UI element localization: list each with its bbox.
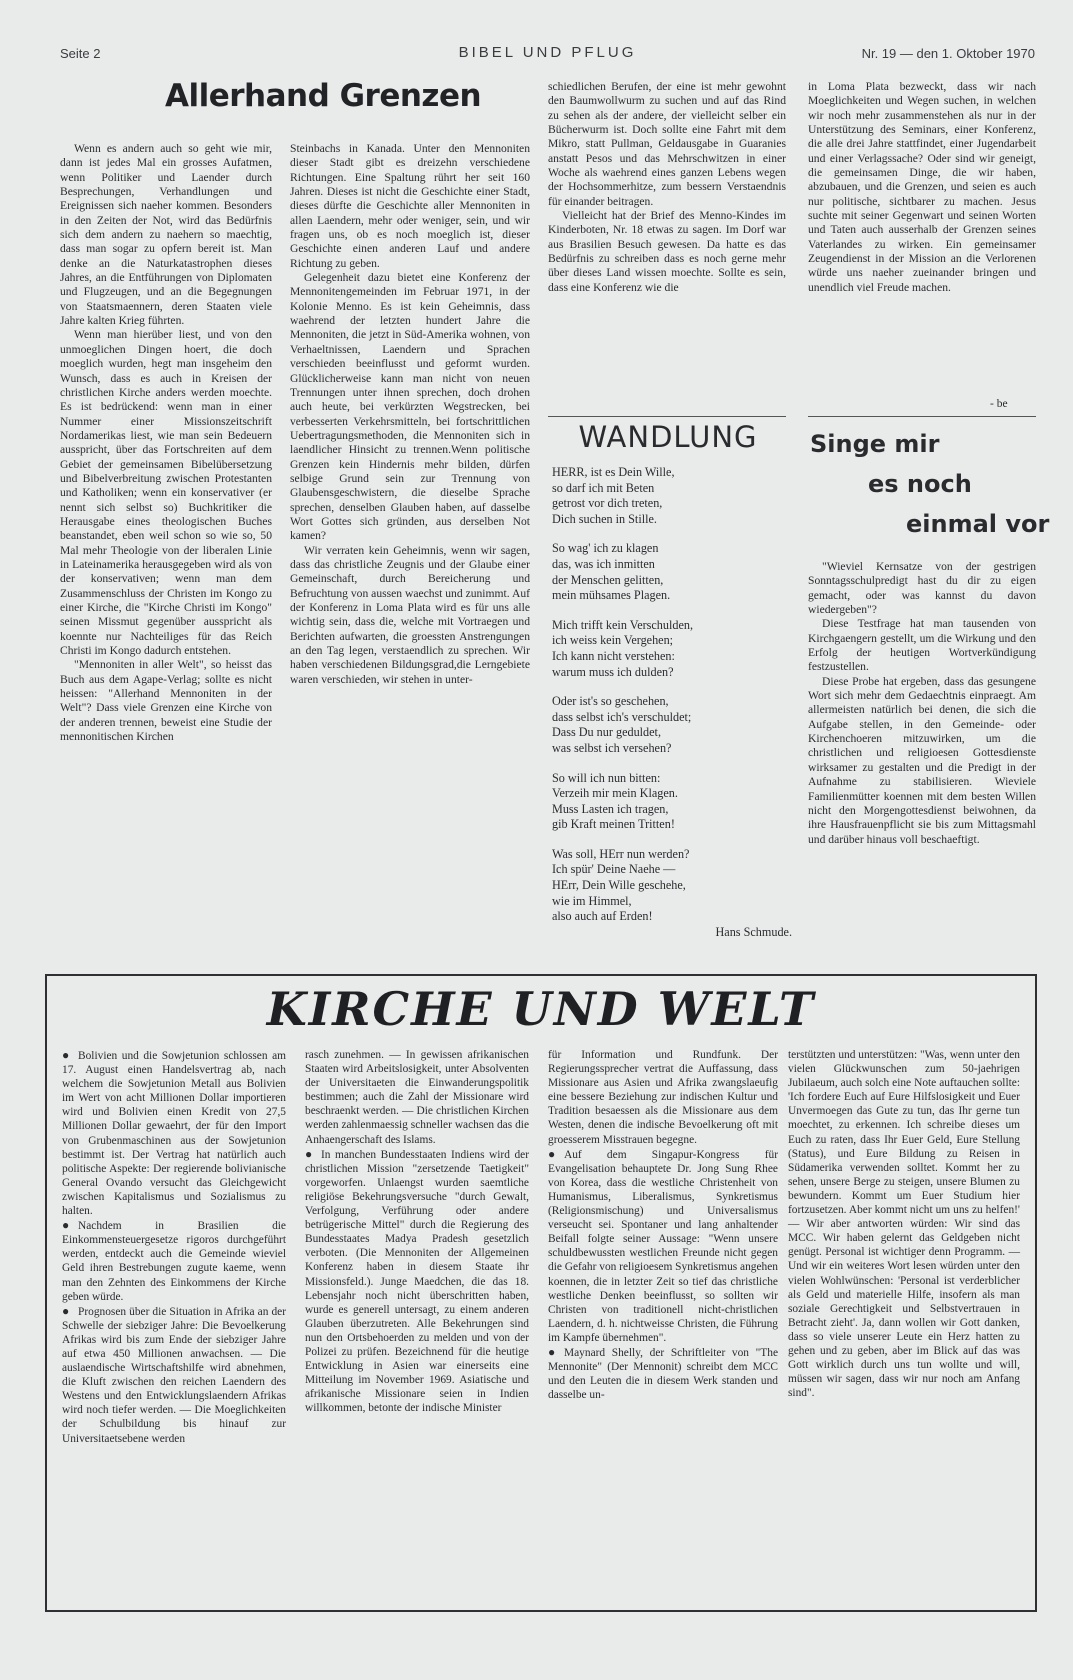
poem-line: Verzeih mir mein Klagen. — [552, 786, 678, 801]
poem-line: HErr, Dein Wille geschehe, — [552, 878, 686, 893]
poem-line: Dich suchen in Stille. — [552, 511, 657, 526]
news-item — [548, 1345, 778, 1402]
issue-date: Nr. 19 — den 1. Oktober 1970 — [861, 46, 1035, 61]
news-text: terstützten und unterstützen: "Was, wenn unter den vielen Glückwunschen zum 50-jaehrigen Jubilaeum, auch solch eine Note auftauchen sollte: 'Ich fordere Euch auf Eure Hilfslosigkeit und Euer Unvermoegen das Gute zu tun, das Ihr gerne tun moechtet, zu erkennen. Ich schreibe dieses um Euch zu raten, dass Ihr Euer Geld, Eure Stellung (Status), und Eure Bildung zu Reisen in Südamerika verwenden solltet. Kommt her zu sehen, unsere Berge zu steigen, unsere Blumen zu bewundern. Kommt um Euer Studium hier fortzusetzen. Aber kommt nicht um uns zu helfen!' — Wir aber antworten würden: Wir sind das MCC. Wir haben gelernt das Geldgeben nicht genügt. Personal ist wichtiger denn Programm. — Und wir ein weiteres Wort lesen würden unter den vielen Wohlwünschen: 'Personal ist verderblicher als Geld und materielle Hilfe, insofern als man soziale Gerechtigkeit und Selbstvertrauen in Betracht zieht'. Ja, dann wollen wir Gott danken, dass so viele unserer Leute ein Herz hatten zu gehen und zu geben, aber im Blick auf das was Gott wirklich durch uns tun wollte und will, müssen wir sagen, dass wir nur noch am Anfang sind". — [788, 1049, 1020, 1400]
news-item — [548, 1147, 778, 1345]
bullet-icon: ● — [548, 1344, 556, 1359]
bullet-icon: ● — [305, 1146, 313, 1161]
kuw-col3 — [548, 1048, 778, 1402]
news-item — [62, 1304, 286, 1446]
poem-line: HERR, ist es Dein Wille, — [552, 465, 675, 479]
poem-line: Was soll, HErr nun werden? — [552, 846, 690, 861]
divider — [808, 416, 1036, 417]
article-title-singe-line1: Singe mir — [810, 430, 940, 458]
paragraph: in Loma Plata bezweckt, dass wir nach Moeglichkeiten und Wegen suchen, in welchen wir noch mehr zusammenstehen als nur in der Unterstützung des Seminars, einer Konferenz, die alle drei Jahre stattfindet, einer Jugendarbeit und einer Verlagssache? Oder sind wir geneigt, die gemeinsamen Dinge, die wir haben, abzubauen, und die Grenzen, und seien es auch nur politische, sichtbarer zu machen. Jesus suchte mit seiner Gegenwart und seinen Worten und Taten auch ausserhalb der Grenzen seines Vaterlandes zu wirken. Ein gemeinsamer Zeugendienst in der Mission an die Verlorenen würde uns naeher zueinander bringen und unendlich viel Freude machen. — [808, 80, 1036, 294]
news-text: In manchen Bundesstaaten Indiens wird der christlichen Mission "zersetzende Taetigkeit" vorgeworfen. Unlaengst wurden saemtliche religiöse Bekehrungsversuche "durch Gewalt, Verfolgung, Verführung oder andere betrügerische Mittel" durch die Regierung des Bundesstaates Madya Pradesh gesetzlich verboten. (Die Mennoniten der Allgemeinen Konferenz haben in diesem Staate ihr Missionsfeld.). Junge Maedchen, die das 18. Lebensjahr noch nicht überschritten haben, wurde es generell untersagt, zu einem anderen Glauben überzutreten. Alle Bekehrungen sind nun den Ortsbehoerden zu melden und von der Polizei zu prüfen. Bezeichnend für die heutige Entwicklung in Asien war einerseits eine Mitteilung im November 1969. Asiatische und afrikanische Missionare seien in Indien willkommen, betonte der indische Minister — [305, 1148, 529, 1415]
news-text: Prognosen über die Situation in Afrika an der Schwelle der siebziger Jahre: Die Bevoelkerung Afrikas wird bis zum Ende der siebziger Jahre auf etwa 450 Millionen anwachsen. — Die auslaendische Wirtschaftshilfe wird abnehmen, die Kluft zwischen den reichen Laendern des Westens und den Entwicklungslaendern Afrikas wird noch tiefer werden. — Die Moeglichkeiten der Schulbildung bis hinauf zur Universitaetsebene werden — [62, 1305, 286, 1445]
poem-stanza — [552, 771, 792, 833]
poem-line: mein mühsames Plagen. — [552, 588, 671, 603]
article-title-singe-line3: einmal vor — [906, 510, 1050, 538]
news-text: Maynard Shelly, der Schriftleiter von "The Mennonite" (Der Mennonit) schreibt dem MCC und den Leuten die in diesem Werk standen und dasselbe un- — [548, 1346, 778, 1402]
poem-line: Dass Du nur geduldet, — [552, 725, 661, 740]
poem-line: Oder ist's so geschehen, — [552, 694, 669, 709]
kuw-col4 — [788, 1048, 1020, 1400]
paragraph: Wenn man hierüber liest, und von den unmoeglichen Dingen hoert, die doch moeglich wurden, hegt man insgeheim den Wunsch, dass es auch in Kreisen der christlichen Kirche anders werden moechte. Es ist bedrückend: wenn man in einer Nummer einer Missionszeitschrift Nordamerikas liest, wie man sein Bedeuern ausspricht, über das Fortschreiten auf dem Gebiet der gemeinsamen Bibelübersetzung und Bibelverbreitung zwischen Protestanten und Katholiken; wenn ein konservativer (er nennt sich selbst so) Buchkritiker die Herausgabe eines theologischen Buches beanstandet, eben weil schon so wie so, 50 Mal mehr Theologie von der liberalen Linie in Lateinamerika herausgegeben wird als von der konservativen; wenn man dem Zusammenschluss der Christen im Kongo zu einer Kirche, die "Kirche Christi im Kongo" seinen Missmut gegenüber ausspricht als koennte nur Nachteiliges für das Reich Christi im Kongo dadurch entstehen. — [60, 328, 272, 658]
poem-line: der Menschen gelitten, — [552, 572, 664, 587]
poem-line: also auch auf Erden! — [552, 909, 653, 924]
article-grenzen-col3 — [548, 80, 786, 295]
article-grenzen-col4 — [808, 80, 1036, 295]
poem-line: Muss Lasten ich tragen, — [552, 801, 669, 816]
poem-line: ich weiss kein Vergehen; — [552, 633, 674, 648]
poem-author: Hans Schmude. — [715, 924, 792, 939]
paragraph: Wir verraten kein Geheimnis, wenn wir sagen, dass das christliche Zeugnis und der Glaube einer Gemeinschaft, durch Bereicherung und Befruchtung von aussen waechst und zunimmt. Auf der Konferenz in Loma Plata wird es für uns alle wichtig sein, dass die, welche mit Vortraegen und Berichten aufwarten, die groessten Anstrengungen an den Tag legen, verstaendlich zu sprechen. Wir haben verschiedenen Bildungsgrad,die Lerngebiete waren verschieden, wir stehen in unter- — [290, 543, 530, 686]
news-item — [305, 1147, 529, 1416]
news-item — [62, 1048, 286, 1218]
paragraph: "Wieviel Kernsatze von der gestrigen Sonntagsschulpredigt hast du dir zu eigen gemacht, oder was kannst du davon wiedergeben"? — [808, 560, 1036, 617]
poem-body — [552, 465, 792, 940]
poem-stanza — [552, 694, 792, 756]
author-signature: - be — [990, 398, 1008, 410]
poem-line: wie im Himmel, — [552, 893, 632, 908]
poem-line: gib Kraft meinen Tritten! — [552, 817, 675, 832]
news-item — [548, 1048, 778, 1147]
paragraph: Vielleicht hat der Brief des Menno-Kindes im Kinderboten, Nr. 18 etwas zu sagen. Im Dorf war aus Brasilien Besuch gewesen. Da hatte es das Bedürfnis zu schreiben dass es noch gerne mehr über dieses Land wissen moechte. Sollte es sein, dass eine Konferenz wie die — [548, 209, 786, 294]
paragraph: Steinbachs in Kanada. Unter den Mennoniten dieser Stadt gibt es dreizehn verschiedene Richtungen. Eine Spaltung rührt her seit 160 Jahren. Dieses ist nicht die Geschichte einer Stadt, dieses dürfte die Geschichte aller Mennoniten in allen Laendern, mehr oder weniger, sein, und wir fragen uns, ob es noch moeglich ist, dieser Geschichte einen anderen Lauf und andere Richtung zu geben. — [290, 142, 530, 270]
section-title-kirche-und-welt: KIRCHE UND WELT — [266, 982, 816, 1036]
newspaper-name: BIBEL UND PFLUG — [458, 44, 637, 61]
paragraph: schiedlichen Berufen, der eine ist mehr gewohnt den Baumwollwurm zu suchen und auf das Rind zu sehen als der andere, der vielleicht selber ein Bücherwurm ist. Doch sollte eine Fahrt mit dem Mikro, statt Pullman, Geldausgabe in Guaranies anstatt Pesos und das Mehrschwitzen in einer Woche als waehrend eines ganzen Lebens wegen der Hochsommerhitze, zum bessern Verstaendnis für einander beitragen. — [548, 80, 786, 208]
poem-stanza — [552, 465, 792, 527]
article-singe-body — [808, 560, 1036, 847]
news-text: Nachdem in Brasilien die Einkommensteuergesetze rigoros durchgeführt werden, entdeckt auch die Gemeinde wieviel Geld ihren Bestrebungen zugute kaeme, wenn man den Zehnten des Einkommens der Kirche geben würde. — [62, 1220, 286, 1303]
paragraph: Diese Probe hat ergeben, dass das gesungene Wort sich mehr dem Gedaechtnis einpraegt. Am allermeisten natürlich bei denen, die sich die Aufgabe stellen, in den Gemeinde- oder Kirchenchoeren mitzuwirken, um die christlichen und religioesen Gottesdienste wirksamer zu gestalten und die Predigt in der Aufnahme zu stabilisieren. Wieviele Familienmütter koennen mit dem besten Willen nicht den Morgengottesdienst beiwohnen, da ihre Hausfrauenpflicht sie bis zum Mittagsmahl und darüber hinaus voll beschaeftigt. — [808, 674, 1036, 846]
bullet-icon: ● — [62, 1303, 70, 1318]
news-text: Bolivien und die Sowjetunion schlossen am 17. August einen Handelsvertrag ab, nach welchem die Sowjetunion Metall aus Bolivien im Wert von acht Millionen Dollar importieren wird und Bolivien einen Kredit von 27,5 Millionen Dollar gewaehrt, der für den Import von Grubenmaschinen aus der Sowjetunion bestimmt ist. Der Vertrag hat natürlich auch politische Aspekte: Der regierende bolivianische General Ovando versucht das Gleichgewicht zwischen Kapitalismus und Sozialismus zu halten. — [62, 1050, 286, 1218]
bullet-icon: ● — [62, 1048, 70, 1062]
page-header — [60, 44, 1035, 66]
poem-title: WANDLUNG — [578, 420, 758, 454]
article-grenzen-col1 — [60, 142, 272, 744]
poem-line: was selbst ich versehen? — [552, 740, 672, 755]
paragraph: Wenn es andern auch so geht wie mir, dann ist jedes Mal ein grosses Aufatmen, wenn Politiker und Laender durch Besprechungen, Verhandlungen und Ereignissen sich naeher kommen. Besonders in den Zeiten der Not, wird das Bedürfnis sich dem andern zu naehern so maechtig, dass man sogar zu opfern bereit ist. Man denke an die Naturkatastrophen dieses Jahres, an die Entführungen von Diplomaten und Flugzeugen, und an die Begegnungen von Staatsmaennern, deren Staaten viele Jahre kalten Krieg führten. — [60, 142, 272, 328]
poem-line: so darf ich mit Beten — [552, 480, 655, 495]
poem-line: warum muss ich dulden? — [552, 664, 674, 679]
kuw-col2 — [305, 1048, 529, 1415]
bullet-icon: ● — [548, 1146, 556, 1161]
poem-line: getrost vor dich treten, — [552, 496, 663, 511]
news-text: rasch zunehmen. — In gewissen afrikanischen Staaten wird Arbeitslosigkeit, unter Absolventen der Universitaeten die Einwanderungspolitik bestimmen; auch die Zahl der Missionare wird beschraenkt werden. — Die christlichen Kirchen werden zahlenmaessig schneller wachsen das die Anhaengerschaft des Islams. — [305, 1049, 529, 1146]
bullet-icon: ● — [62, 1218, 70, 1233]
kuw-col1 — [62, 1048, 286, 1446]
poem-line: Mich trifft kein Verschulden, — [552, 617, 694, 632]
divider — [548, 416, 786, 417]
poem-stanza — [552, 541, 792, 603]
poem-line: So will ich nun bitten: — [552, 770, 661, 785]
news-item — [305, 1048, 529, 1147]
news-item — [62, 1218, 286, 1304]
poem-line: Ich spür' Deine Naehe — — [552, 862, 676, 877]
article-title-grenzen: Allerhand Grenzen — [165, 78, 482, 114]
poem-stanza — [552, 618, 792, 680]
article-title-singe-line2: es noch — [868, 470, 972, 498]
news-item — [788, 1048, 1020, 1400]
poem-line: So wag' ich zu klagen — [552, 541, 659, 556]
paragraph: Gelegenheit dazu bietet eine Konferenz der Mennonitengemeinden im Februar 1971, in der Kolonie Menno. Es ist kein Geheimnis, dass waehrend der letzten hundert Jahre die Mennoniten, die jetzt in Süd-Amerika wohnen, von Verhaeltnissen, Laendern und Sprachen verschieden beeinflusst und geformt wurden. Glücklicherweise kann man nicht von neuen Trennungen unter ihnen sprechen, doch drohen auch heute, bei verkürzten Wegstrecken, bei verbesserten Verkehrsmitteln, bei fortschrittlichen Uebertragungsmethoden, die Mennoniten sich in laendlicher Hinsicht zu trennen.Wenn politische Grenzen kein Hindernis mehr bilden, dürfen selbige Grund sein zur Trennung von Glaubensgeschwistern, die dieselbe Sprache sprechen, denselben Glauben haben, auf dasselbe Wort Gottes sich gründen, aus derselben Not kamen? — [290, 271, 530, 543]
page-number: Seite 2 — [60, 46, 101, 61]
poem-line: dass selbst ich's verschuldet; — [552, 709, 692, 724]
paragraph: "Mennoniten in aller Welt", so heisst das Buch aus dem Agape-Verlag; sollte es nicht heissen: "Allerhand Mennoniten in der Welt"? Dass viele Grenzen eine Kirche von der anderen trennen, beweist eine Studie der mennonitischen Kirchen — [60, 658, 272, 744]
paragraph: Diese Testfrage hat man tausenden von Kirchgaengern gestellt, um die Wirkung und den Erfolg der heutigen Wortverkündigung festzustellen. — [808, 617, 1036, 674]
article-grenzen-col2 — [290, 142, 530, 687]
poem-line: Ich kann nicht verstehen: — [552, 648, 675, 663]
news-text: für Information und Rundfunk. Der Regierungssprecher vertrat die Auffassung, dass Missionare aus Asien und Afrika zwangslaeufig eine bessere Beziehung zur indischen Kultur und Tradition besaessen als die Missionare aus dem Westen, denen die indische Bevoelkerung oft mit groesserem Misstrauen begegne. — [548, 1049, 778, 1146]
poem-line: das, was ich inmitten — [552, 556, 655, 571]
poem-stanza — [552, 847, 792, 925]
news-text: Auf dem Singapur-Kongress für Evangelisation behauptete Dr. Jong Sung Rhee von Korea, dass die westliche Christenheit von Humanismus, Liberalismus, Synkretismus (Religionsmischung) und Universalismus verseucht sei. Spontaner und lang anhaltender Beifall folgte seiner Aussage: "Wenn unsere schuldbewussten westlichen Freunde nicht gegen die Gefahr von religioesem Synkretismus angehen koennen, die in letzter Zeit so tief das christliche westliche Denken beeinflusst, so sollten wir Christen von traditionell nicht-christlichen Laendern, d. h. nichtweisse Christen, die Führung im Kampfe übernehmen". — [548, 1148, 778, 1344]
